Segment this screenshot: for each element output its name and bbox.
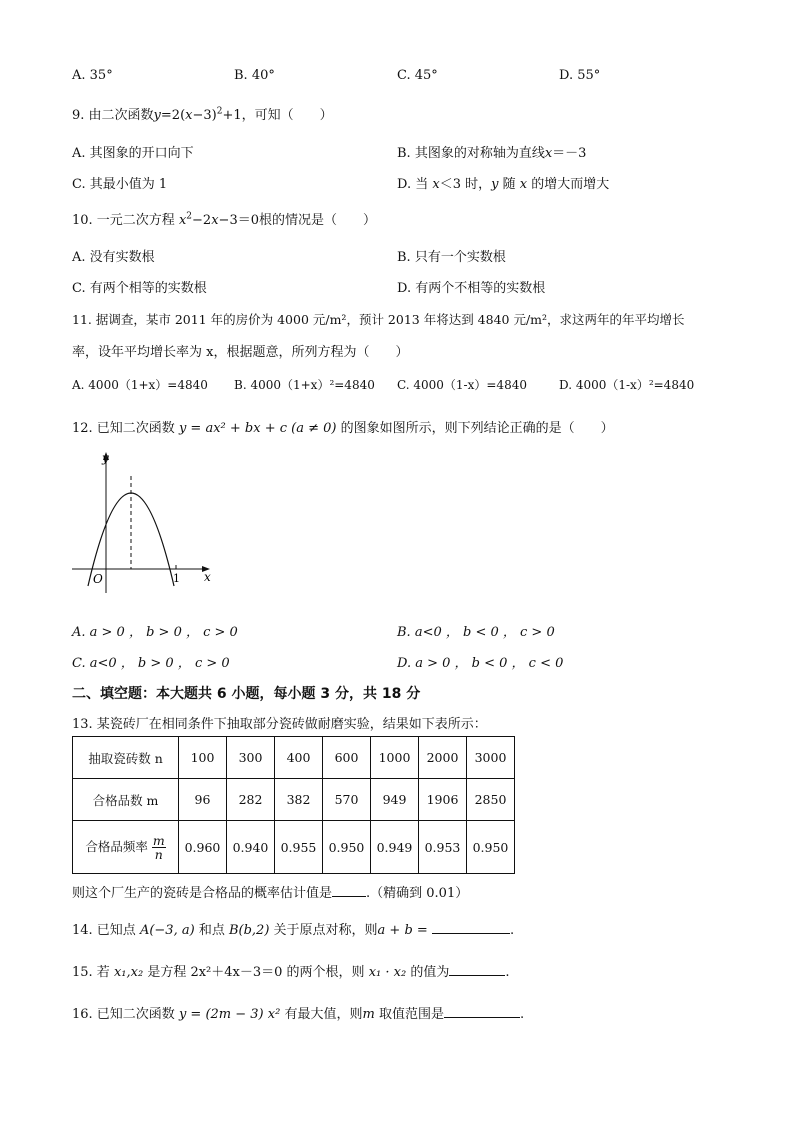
- table-row-header: 合格品数 m: [73, 779, 179, 821]
- table-cell: 0.950: [467, 821, 515, 874]
- q15-stem: 15. 若 x₁,x₂ 是方程 2x²＋4x－3＝0 的两个根，则 x₁ · x₂ 的值为 .: [72, 965, 510, 980]
- answer-blank[interactable]: [432, 921, 510, 934]
- table-cell: 0.950: [323, 821, 371, 874]
- x-axis-label: x: [204, 570, 211, 584]
- fraction-m-over-n: $\frac{m}{n}$: [152, 832, 165, 862]
- q13-question: 则这个厂生产的瓷砖是合格品的概率估计值是 .（精确到 0.01）: [72, 886, 469, 901]
- section-title: 二、填空题：本大题共 6 小题，每小题 3 分，共 18 分: [72, 686, 421, 702]
- q11-option-c: C. 4000（1-x）=4840: [397, 378, 527, 392]
- table-cell: 949: [371, 779, 419, 821]
- table-cell: 282: [227, 779, 275, 821]
- answer-blank[interactable]: [332, 884, 366, 897]
- table-row-header: 抽取瓷砖数 n: [73, 737, 179, 779]
- q10-option-c: C. 有两个相等的实数根: [72, 281, 207, 296]
- parabola-graph: [66, 448, 226, 598]
- table-cell: 0.949: [371, 821, 419, 874]
- q9-option-c: C. 其最小值为 1: [72, 177, 168, 192]
- table-cell: 0.960: [179, 821, 227, 874]
- q10-stem: 10. 一元二次方程 $x^2-2x-3=0$根的情况是（ ）: [72, 211, 376, 228]
- answer-blank[interactable]: [444, 1005, 520, 1018]
- q14-stem: 14. 已知点 A(−3, a) 和点 B(b,2) 关于原点对称，则a + b = .: [72, 923, 515, 938]
- q10-option-d: D. 有两个不相等的实数根: [397, 281, 546, 296]
- q11-option-b: B. 4000（1+x）²=4840: [234, 378, 375, 392]
- q13-table: [72, 736, 515, 874]
- q8-option-c: C. 45°: [397, 68, 438, 83]
- q9-option-d: D. 当 x＜3 时，y 随 x 的增大而增大: [397, 177, 610, 192]
- table-row: [73, 821, 515, 874]
- table-row-header: 合格品频率 $\frac{m}{n}$: [73, 821, 179, 874]
- table-cell: 400: [275, 737, 323, 779]
- q12-option-a: A. a > 0 ， b > 0 ， c > 0: [72, 625, 238, 640]
- q9-option-b: B. 其图象的对称轴为直线x＝－3: [397, 146, 587, 161]
- table-cell: 96: [179, 779, 227, 821]
- table-cell: 100: [179, 737, 227, 779]
- table-cell: 0.953: [419, 821, 467, 874]
- q9-option-a: A. 其图象的开口向下: [72, 146, 194, 161]
- origin-label: O: [93, 572, 103, 586]
- q10-option-a: A. 没有实数根: [72, 250, 155, 265]
- q8-option-d: D. 55°: [559, 68, 601, 83]
- table-cell: 382: [275, 779, 323, 821]
- y-axis-label: y: [102, 451, 109, 465]
- q9-stem: 9. 由二次函数$y=2(x-3)^2+1$，可知（ ）: [72, 106, 333, 123]
- answer-blank[interactable]: [449, 963, 505, 976]
- q16-stem: 16. 已知二次函数 y = (2m − 3) x² 有最大值，则m 取值范围是 .: [72, 1007, 525, 1022]
- table-cell: 0.940: [227, 821, 275, 874]
- tick-label-one: 1: [173, 572, 180, 585]
- q12-option-d: D. a > 0 ， b < 0 ， c < 0: [397, 656, 564, 671]
- table-cell: 1000: [371, 737, 419, 779]
- table-row: [73, 737, 515, 779]
- table-cell: 0.955: [275, 821, 323, 874]
- q11-stem-line2: 率，设年平均增长率为 x，根据题意，所列方程为（ ）: [72, 345, 409, 360]
- q11-option-d: D. 4000（1-x）²=4840: [559, 378, 695, 392]
- table-row: [73, 779, 515, 821]
- q12-stem: 12. 已知二次函数 y = ax² + bx + c (a ≠ 0) 的图象如图所示，则下列结论正确的是（ ）: [72, 421, 614, 436]
- q11-option-a: A. 4000（1+x）=4840: [72, 378, 208, 392]
- q12-option-b: B. a<0 ， b < 0 ， c > 0: [397, 625, 555, 640]
- table-cell: 3000: [467, 737, 515, 779]
- table-cell: 570: [323, 779, 371, 821]
- q11-stem-line1: 11. 据调查，某市 2011 年的房价为 4000 元/m²，预计 2013 年将达到 4840 元/m²，求这两年的年平均增长: [72, 312, 685, 327]
- q10-option-b: B. 只有一个实数根: [397, 250, 506, 265]
- table-cell: 2000: [419, 737, 467, 779]
- table-cell: 2850: [467, 779, 515, 821]
- q13-stem: 13. 某瓷砖厂在相同条件下抽取部分瓷砖做耐磨实验，结果如下表所示：: [72, 717, 487, 732]
- table-cell: 1906: [419, 779, 467, 821]
- q12-option-c: C. a<0 ， b > 0 ， c > 0: [72, 656, 230, 671]
- q8-option-b: B. 40°: [234, 68, 275, 83]
- q8-option-a: A. 35°: [72, 68, 113, 83]
- table-cell: 300: [227, 737, 275, 779]
- table-cell: 600: [323, 737, 371, 779]
